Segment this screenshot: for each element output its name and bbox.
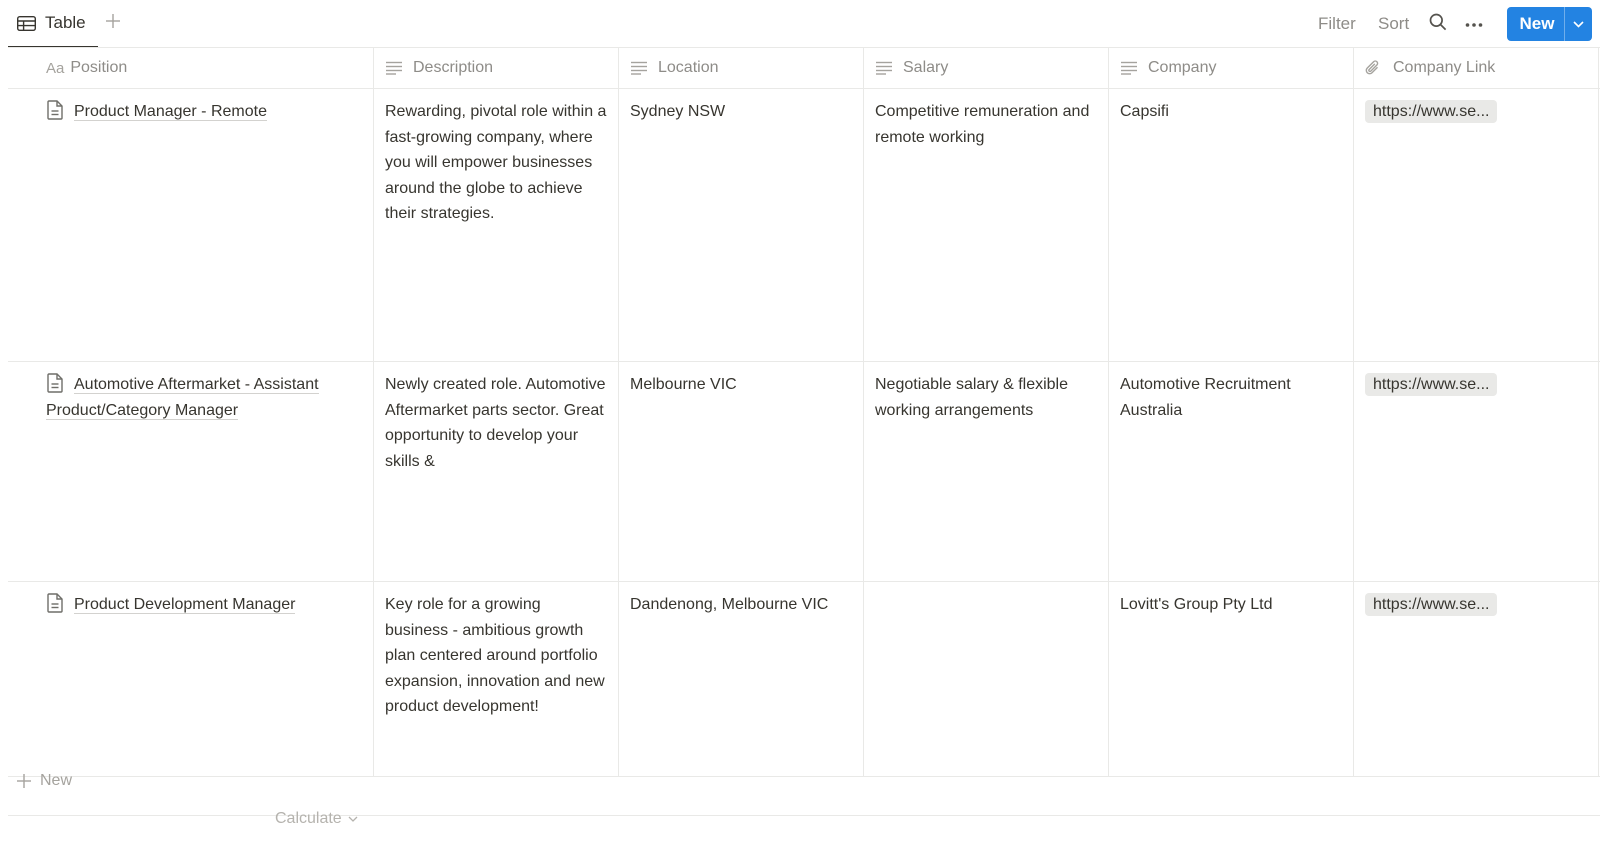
more-options-button[interactable] [1465, 14, 1483, 34]
calculate-label: Calculate [275, 810, 342, 827]
search-button[interactable] [1429, 14, 1447, 34]
plus-icon [17, 773, 33, 789]
add-row-label: New [40, 771, 73, 789]
table-row-1-description[interactable]: Rewarding, pivotal role within a fast-growing company, where you will empower businesses around the globe to achieve their strategies. [385, 103, 607, 222]
table-row-3-position[interactable] [35, 582, 373, 776]
filter-label: Filter [1318, 14, 1356, 33]
more-icon [1465, 15, 1483, 33]
column-label: Company Link [1393, 59, 1496, 76]
table-row-2-company-link[interactable] [1354, 362, 1598, 581]
column-label: Description [413, 59, 494, 76]
column-header-description[interactable] [374, 48, 618, 88]
column-header-company[interactable] [1109, 48, 1353, 88]
title-property-icon: Aa [46, 59, 65, 77]
search-icon [1429, 13, 1447, 36]
plus-icon [106, 14, 120, 33]
column-label: Salary [903, 59, 949, 76]
table-row-1-position[interactable] [35, 89, 373, 361]
column-divider [1598, 48, 1599, 776]
link-chip[interactable]: https://www.se... [1365, 593, 1497, 616]
text-property-icon [385, 60, 405, 76]
page-icon [46, 593, 66, 613]
column-header-location[interactable] [619, 48, 863, 88]
table-row-2-location[interactable]: Melbourne VIC [630, 376, 737, 393]
column-header-company-link[interactable] [1354, 48, 1598, 88]
column-label: Location [658, 59, 719, 76]
page-icon [46, 373, 66, 393]
column-header-position[interactable] [35, 48, 373, 88]
table-row-3-location[interactable]: Dandenong, Melbourne VIC [630, 596, 829, 613]
column-label: Company [1148, 59, 1217, 76]
row-title[interactable]: Product Development Manager [74, 596, 296, 613]
link-chip[interactable]: https://www.se... [1365, 373, 1497, 396]
column-header-salary[interactable] [864, 48, 1108, 88]
table-row-3-description[interactable]: Key role for a growing business - ambitious growth plan centered around portfolio expansion, innovation and new product development! [385, 596, 605, 715]
add-row-button[interactable] [8, 762, 208, 799]
new-options-dropdown[interactable] [1565, 7, 1592, 41]
table-row-1-company[interactable]: Capsifi [1120, 103, 1169, 120]
divider [8, 815, 1600, 816]
table-row-1-salary[interactable]: Competitive remuneration and remote working [875, 103, 1090, 146]
chevron-down-icon [1573, 15, 1584, 33]
table-icon [17, 15, 38, 32]
table-row-2-description[interactable]: Newly created role. Automotive Aftermarket parts sector. Great opportunity to develop your skills & [385, 376, 606, 470]
row-title[interactable]: Product Manager - Remote [74, 103, 267, 120]
calculate-button[interactable] [275, 808, 360, 830]
sort-label: Sort [1378, 14, 1410, 33]
text-property-icon [1120, 60, 1140, 76]
new-button-label: New [1519, 14, 1555, 33]
table-row-3-company[interactable]: Lovitt's Group Pty Ltd [1120, 596, 1273, 613]
chevron-down-icon [348, 813, 360, 825]
text-property-icon [630, 60, 650, 76]
table-row-2-company[interactable]: Automotive Recruitment Australia [1120, 376, 1291, 419]
table-row-2-salary[interactable]: Negotiable salary & flexible working arrangements [875, 376, 1068, 419]
table-row-3-salary[interactable] [864, 582, 1108, 776]
row-title[interactable]: Automotive Aftermarket - Assistant Product/Category Manager [46, 376, 319, 419]
text-property-icon [875, 60, 895, 76]
table-row-1-location[interactable]: Sydney NSW [630, 103, 726, 120]
view-toolbar [0, 0, 1600, 48]
column-label: Position [70, 59, 128, 76]
page-icon [46, 100, 66, 120]
filter-button[interactable] [1318, 0, 1356, 48]
sort-button[interactable] [1378, 0, 1409, 48]
table-row-3-company-link[interactable] [1354, 582, 1598, 776]
divider [8, 776, 1600, 777]
link-chip[interactable]: https://www.se... [1365, 100, 1497, 123]
new-page-button[interactable] [1507, 7, 1592, 41]
table-row-1-company-link[interactable] [1354, 89, 1598, 361]
tab-table-view[interactable] [8, 0, 98, 48]
add-view-button[interactable] [103, 13, 123, 33]
table-row-2-position[interactable] [35, 362, 373, 581]
tab-label: Table [45, 13, 86, 32]
paperclip-icon [1365, 60, 1385, 76]
